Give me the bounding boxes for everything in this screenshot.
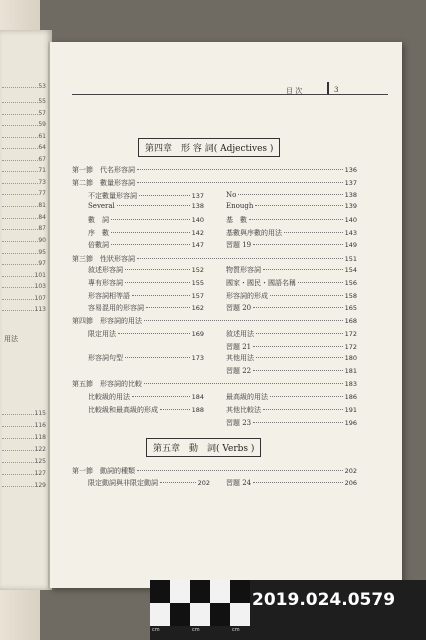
toc-entry-row [226,478,357,488]
left-page-number: 55 [38,98,46,105]
toc-entry-page: 137 [191,192,204,200]
dot-leader [132,396,190,397]
left-page-number: 125 [34,458,46,465]
chapter5-title: 第五章 動 詞( Verbs ) [146,438,261,457]
toc-entry-label: 國家・國民・國語名稱 [226,279,296,287]
toc-entry-page: 156 [344,279,357,287]
left-page-leader [2,438,38,439]
toc-section-row [72,466,357,476]
dot-leader [111,232,190,233]
toc-entry-label: 其他比較法 [226,406,261,414]
toc-entry-row [88,291,204,301]
dot-leader [284,232,343,233]
toc-entry-label: 基數與序數的用法 [226,229,282,237]
left-page-leader [2,253,38,254]
left-page [0,30,52,590]
dot-leader [125,357,190,358]
toc-entry-row [88,405,204,415]
left-page-number: 61 [38,133,46,140]
left-page-number: 77 [38,190,46,197]
dot-leader [263,269,343,270]
toc-entry-page: 138 [344,191,357,199]
toc-entry-row [88,240,204,250]
toc-section-row [72,254,357,264]
toc-entry-row [226,191,357,199]
toc-entry-label: 習題 20 [226,304,252,312]
toc-entry-row [88,303,204,313]
toc-entry-row [88,329,204,339]
dot-leader [253,482,342,483]
dot-leader [253,422,342,423]
toc-entry-label: 第三節 性狀形容詞 [72,255,135,263]
left-page-number: 84 [38,214,46,221]
scale-unit-label: cm [232,627,240,633]
toc-entry-page: 155 [191,279,204,287]
toc-entry-row [226,228,357,238]
dot-leader [137,169,343,170]
toc-entry-page: 181 [344,367,357,375]
toc-entry-row [88,353,204,363]
left-page-number: 57 [38,110,46,117]
scale-cell [190,603,210,626]
scale-cell [230,603,250,626]
left-page-number: 73 [38,179,46,186]
left-page-number: 67 [38,156,46,163]
toc-entry-label: 習題 23 [226,419,252,427]
toc-entry-page: 140 [191,216,204,224]
toc-entry-page: 202 [197,479,210,487]
left-page-leader [2,218,38,219]
toc-entry-row [88,478,210,488]
toc-entry-page: 191 [344,406,357,414]
left-page-leader [2,160,38,161]
toc-entry-label: 專有形容詞 [88,279,123,287]
left-page-leader [2,229,38,230]
toc-entry-row [226,265,357,275]
toc-entry-page: 165 [344,304,357,312]
toc-section-row [72,178,357,188]
left-page-leader [2,474,38,475]
toc-entry-label: No [226,191,237,199]
toc-entry-page: 202 [344,467,357,475]
left-page-leader [2,206,38,207]
dot-leader [256,357,343,358]
toc-entry-label: 限定動詞與非限定動詞 [88,479,158,487]
right-page [50,42,402,588]
left-page-number: 127 [34,470,46,477]
toc-entry-page: 139 [344,202,357,210]
toc-entry-label: 比較級和最高級的形成 [88,406,158,414]
toc-entry-label: Enough [226,202,254,210]
toc-entry-page: 157 [191,292,204,300]
toc-entry-label: 第四節 形容詞的用法 [72,317,142,325]
toc-entry-row [226,215,357,225]
toc-entry-row [226,278,357,288]
toc-entry-label: 不定數量形容詞 [88,192,137,200]
toc-entry-label: Several [88,202,115,210]
toc-section-row [72,316,357,326]
left-page-number: 97 [38,260,46,267]
toc-entry-page: 138 [191,202,204,210]
toc-section-row [72,379,357,389]
toc-entry-row [226,291,357,301]
toc-entry-row [226,329,357,339]
toc-entry-page: 143 [344,229,357,237]
left-page-number: 64 [38,144,46,151]
left-page-leader [2,276,38,277]
left-page-number: 90 [38,237,46,244]
left-page-leader [2,264,38,265]
dot-leader [125,282,190,283]
toc-entry-row [88,215,204,225]
toc-entry-label: 序 數 [88,229,109,237]
toc-entry-page: 142 [191,229,204,237]
left-page-leader [2,486,38,487]
toc-entry-label: 基 數 [226,216,247,224]
toc-entry-label: 習題 21 [226,343,252,351]
left-page-leader [2,171,38,172]
dot-leader [125,269,190,270]
left-page-leader [2,114,38,115]
toc-entry-page: 136 [344,166,357,174]
toc-entry-page: 186 [344,393,357,401]
left-page-snippet: 用法 [4,335,18,343]
toc-entry-label: 第一節 動詞的種類 [72,467,135,475]
toc-entry-row [88,278,204,288]
scale-cell [210,580,230,603]
left-page-number: 87 [38,225,46,232]
dot-leader [132,295,190,296]
left-page-leader [2,241,38,242]
left-page-leader [2,183,38,184]
left-page-leader [2,426,38,427]
toc-entry-label: 習題 19 [226,241,252,249]
left-page-number: 101 [34,272,46,279]
toc-entry-row [226,392,357,402]
left-page-number: 118 [34,434,46,441]
toc-entry-row [88,392,204,402]
toc-entry-label: 比較級的用法 [88,393,130,401]
dot-leader [111,219,190,220]
toc-entry-label: 第五節 形容詞的比較 [72,380,142,388]
toc-entry-row [88,202,204,210]
toc-entry-label: 容易混用的形容詞 [88,304,144,312]
scale-cell [210,603,230,626]
left-page-leader [2,194,38,195]
toc-entry-label: 形容詞句型 [88,354,123,362]
toc-entry-page: 152 [191,266,204,274]
left-page-number: 53 [38,83,46,90]
dot-leader [249,219,343,220]
toc-entry-row [88,191,204,201]
toc-entry-label: 習題 22 [226,367,252,375]
toc-entry-page: 188 [191,406,204,414]
chapter4-title: 第四章 形 容 詞( Adjectives ) [138,138,280,157]
dot-leader [137,470,343,471]
scale-cell [170,603,190,626]
toc-entry-label: 其他用法 [226,354,254,362]
left-page-number: 116 [34,422,46,429]
toc-entry-label: 敘述形容詞 [88,266,123,274]
toc-entry-row [226,366,357,376]
dot-leader [118,333,190,334]
toc-entry-page: 184 [191,393,204,401]
dot-leader [255,205,342,206]
toc-entry-label: 倍數詞 [88,241,109,249]
left-page-number: 122 [34,446,46,453]
left-page-leader [2,310,38,311]
toc-entry-page: 140 [344,216,357,224]
left-page-leader [2,299,38,300]
dot-leader [253,307,342,308]
dot-leader [160,409,190,410]
toc-entry-row [226,418,357,428]
scale-cell [230,580,250,603]
dot-leader [253,370,342,371]
toc-entry-page: 137 [344,179,357,187]
dot-leader [137,258,343,259]
header-page-number: 3 [334,86,339,94]
scale-cell [170,580,190,603]
toc-entry-row [226,202,357,210]
scale-cell [150,580,170,603]
toc-entry-label: 習題 24 [226,479,252,487]
toc-entry-row [226,353,357,363]
header-divider [327,82,329,94]
toc-entry-page: 158 [344,292,357,300]
header-rule [72,94,388,95]
toc-entry-row [88,228,204,238]
toc-entry-page: 180 [344,354,357,362]
dot-leader [144,320,343,321]
left-page-number: 95 [38,249,46,256]
toc-entry-page: 183 [344,380,357,388]
toc-entry-label: 最高級的用法 [226,393,268,401]
dot-leader [256,333,343,334]
toc-entry-row [226,240,357,250]
dot-leader [111,244,190,245]
toc-entry-page: 196 [344,419,357,427]
dot-leader [146,307,190,308]
dot-leader [139,195,190,196]
dot-leader [253,346,342,347]
left-page-number: 107 [34,295,46,302]
toc-entry-label: 限定用法 [88,330,116,338]
catalog-number: 2019.024.0579 [252,590,396,610]
left-page-number: 115 [34,410,46,417]
left-page-leader [2,148,38,149]
scale-unit-label: cm [192,627,200,633]
toc-entry-page: 169 [191,330,204,338]
scale-cell [150,603,170,626]
dot-leader [137,182,343,183]
left-page-leader [2,450,38,451]
dot-leader [298,282,343,283]
toc-entry-page: 151 [344,255,357,263]
left-page-number: 113 [34,306,46,313]
toc-entry-page: 162 [191,304,204,312]
toc-entry-page: 172 [344,330,357,338]
dot-leader [117,205,190,206]
left-page-leader [2,287,38,288]
toc-entry-label: 敘述用法 [226,330,254,338]
toc-entry-label: 第二節 數量形容詞 [72,179,135,187]
scale-cell [190,580,210,603]
toc-entry-label: 第一節 代名形容詞 [72,166,135,174]
dot-leader [144,383,343,384]
left-page-number: 129 [34,482,46,489]
left-page-number: 103 [34,283,46,290]
toc-entry-label: 物質形容詞 [226,266,261,274]
dot-leader [238,194,342,195]
toc-entry-page: 173 [191,354,204,362]
left-page-leader [2,102,38,103]
toc-entry-page: 154 [344,266,357,274]
toc-entry-row [88,265,204,275]
toc-entry-page: 149 [344,241,357,249]
left-page-leader [2,414,38,415]
dot-leader [270,295,343,296]
left-page-leader [2,125,38,126]
left-page-leader [2,462,38,463]
left-page-number: 59 [38,121,46,128]
toc-entry-label: 形容詞相等語 [88,292,130,300]
scale-unit-label: cm [152,627,160,633]
left-page-leader [2,137,38,138]
toc-entry-row [226,342,357,352]
toc-entry-page: 168 [344,317,357,325]
dot-leader [270,396,343,397]
dot-leader [253,244,342,245]
left-page-number: 71 [38,167,46,174]
toc-entry-page: 206 [344,479,357,487]
left-page-leader [2,87,38,88]
toc-entry-label: 數 詞 [88,216,109,224]
toc-entry-page: 172 [344,343,357,351]
toc-entry-page: 147 [191,241,204,249]
dot-leader [160,482,196,483]
toc-entry-label: 形容詞的形成 [226,292,268,300]
toc-entry-row [226,405,357,415]
toc-section-row [72,165,357,175]
color-scale-bar [150,580,250,633]
toc-entry-row [226,303,357,313]
dot-leader [263,409,343,410]
header-section: 目 次 [286,87,303,95]
left-page-number: 81 [38,202,46,209]
